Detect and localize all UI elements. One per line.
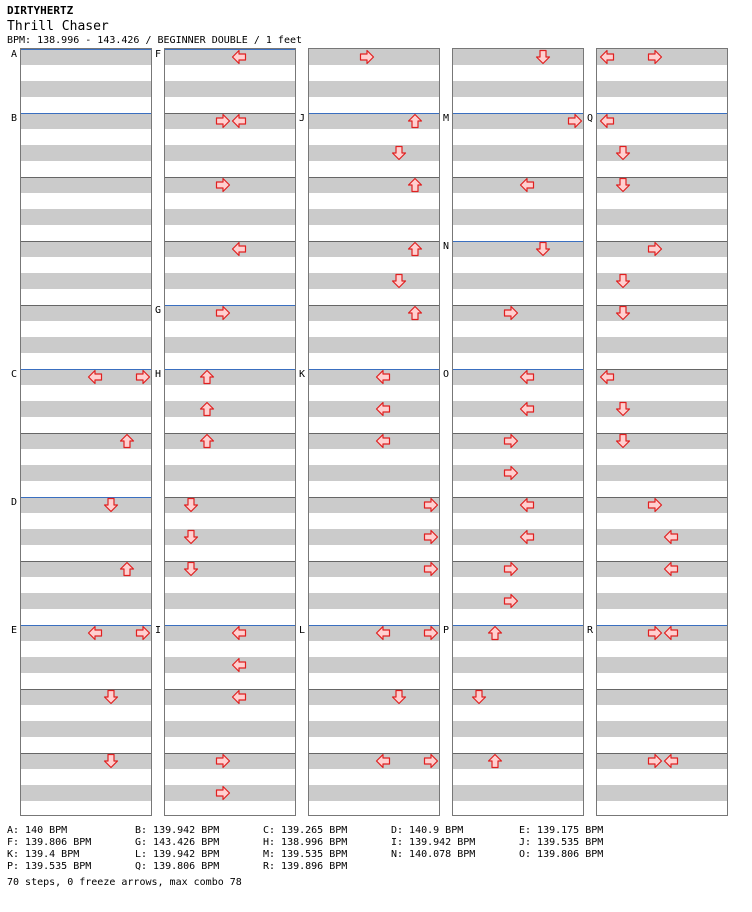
step-arrow-left-icon bbox=[375, 401, 391, 417]
beat-stripe bbox=[309, 721, 439, 737]
beat-stripe bbox=[309, 465, 439, 481]
step-arrow-left-icon bbox=[375, 625, 391, 641]
bpm-change-line bbox=[21, 49, 151, 50]
beat-stripe bbox=[21, 273, 151, 289]
section-label: D bbox=[11, 497, 18, 508]
beat-stripe bbox=[21, 593, 151, 609]
step-arrow-up-icon bbox=[487, 753, 503, 769]
step-summary: 70 steps, 0 freeze arrows, max combo 78 bbox=[7, 877, 242, 888]
beat-stripe bbox=[453, 753, 583, 769]
beat-stripe bbox=[453, 625, 583, 641]
step-arrow-right-icon bbox=[647, 241, 663, 257]
beat-stripe bbox=[309, 785, 439, 801]
beat-stripe bbox=[21, 209, 151, 225]
step-arrow-up-icon bbox=[119, 561, 135, 577]
measure-line bbox=[21, 241, 151, 242]
measure-line bbox=[309, 561, 439, 562]
beat-stripe bbox=[453, 145, 583, 161]
beat-stripe bbox=[597, 337, 727, 353]
bpm-legend-entry: N: 140.078 BPM bbox=[391, 849, 476, 860]
beat-stripe bbox=[21, 145, 151, 161]
section-label: H bbox=[155, 369, 162, 380]
step-arrow-right-icon bbox=[647, 753, 663, 769]
beat-stripe bbox=[21, 49, 151, 65]
beat-stripe bbox=[309, 81, 439, 97]
measure-line bbox=[309, 753, 439, 754]
bpm-legend-entry: R: 139.896 BPM bbox=[263, 861, 348, 872]
measure-line bbox=[309, 497, 439, 498]
step-arrow-down-icon bbox=[615, 433, 631, 449]
bpm-change-line bbox=[165, 369, 295, 370]
step-arrow-left-icon bbox=[519, 497, 535, 513]
step-arrow-down-icon bbox=[615, 273, 631, 289]
beat-stripe bbox=[165, 81, 295, 97]
beat-stripe bbox=[21, 497, 151, 513]
beat-stripe bbox=[309, 625, 439, 641]
measure-line bbox=[597, 689, 727, 690]
step-arrow-right-icon bbox=[503, 433, 519, 449]
bpm-change-line bbox=[453, 369, 583, 370]
beat-stripe bbox=[453, 337, 583, 353]
measure-line bbox=[21, 305, 151, 306]
bpm-change-line bbox=[597, 113, 727, 114]
step-arrow-right-icon bbox=[215, 113, 231, 129]
step-arrow-right-icon bbox=[135, 369, 151, 385]
beat-stripe bbox=[309, 433, 439, 449]
step-arrow-right-icon bbox=[215, 785, 231, 801]
section-label: J bbox=[299, 113, 306, 124]
measure-line bbox=[165, 433, 295, 434]
bpm-legend-entry: Q: 139.806 BPM bbox=[135, 861, 220, 872]
beat-stripe bbox=[21, 657, 151, 673]
beat-stripe bbox=[309, 529, 439, 545]
step-arrow-left-icon bbox=[519, 401, 535, 417]
section-label: K bbox=[299, 369, 306, 380]
bpm-legend-entry: P: 139.535 BPM bbox=[7, 861, 92, 872]
step-arrow-up-icon bbox=[119, 433, 135, 449]
beat-stripe bbox=[165, 657, 295, 673]
bpm-legend-entry: K: 139.4 BPM bbox=[7, 849, 80, 860]
step-arrow-down-icon bbox=[183, 561, 199, 577]
bpm-change-line bbox=[21, 113, 151, 114]
step-arrow-down-icon bbox=[391, 145, 407, 161]
chart-column bbox=[164, 48, 296, 816]
beat-stripe bbox=[453, 497, 583, 513]
step-arrow-right-icon bbox=[423, 529, 439, 545]
step-arrow-down-icon bbox=[103, 689, 119, 705]
step-arrow-left-icon bbox=[519, 177, 535, 193]
step-arrow-left-icon bbox=[599, 49, 615, 65]
beat-stripe bbox=[165, 689, 295, 705]
beat-stripe bbox=[21, 721, 151, 737]
step-arrow-up-icon bbox=[407, 177, 423, 193]
step-arrow-right-icon bbox=[135, 625, 151, 641]
beat-stripe bbox=[453, 529, 583, 545]
chart-column bbox=[20, 48, 152, 816]
step-arrow-right-icon bbox=[423, 561, 439, 577]
beat-stripe bbox=[165, 433, 295, 449]
step-arrow-left-icon bbox=[663, 625, 679, 641]
beat-stripe bbox=[453, 49, 583, 65]
step-arrow-right-icon bbox=[503, 465, 519, 481]
artist-name: DIRTYHERTZ bbox=[7, 4, 74, 17]
bpm-legend-entry: H: 138.996 BPM bbox=[263, 837, 348, 848]
measure-line bbox=[309, 433, 439, 434]
step-arrow-down-icon bbox=[103, 753, 119, 769]
beat-stripe bbox=[165, 273, 295, 289]
beat-stripe bbox=[453, 81, 583, 97]
step-arrow-left-icon bbox=[231, 689, 247, 705]
bpm-legend-entry: O: 139.806 BPM bbox=[519, 849, 604, 860]
beat-stripe bbox=[309, 657, 439, 673]
beat-stripe bbox=[21, 689, 151, 705]
beat-stripe bbox=[165, 241, 295, 257]
step-arrow-down-icon bbox=[535, 49, 551, 65]
section-label: G bbox=[155, 305, 162, 316]
beat-stripe bbox=[597, 529, 727, 545]
step-arrow-up-icon bbox=[407, 113, 423, 129]
step-arrow-up-icon bbox=[199, 433, 215, 449]
beat-stripe bbox=[165, 49, 295, 65]
beat-stripe bbox=[21, 369, 151, 385]
section-label: F bbox=[155, 49, 162, 60]
section-label: E bbox=[11, 625, 18, 636]
beat-stripe bbox=[453, 785, 583, 801]
step-arrow-right-icon bbox=[647, 497, 663, 513]
step-arrow-left-icon bbox=[599, 113, 615, 129]
beat-stripe bbox=[21, 529, 151, 545]
step-arrow-down-icon bbox=[615, 401, 631, 417]
step-arrow-left-icon bbox=[231, 657, 247, 673]
beat-stripe bbox=[309, 561, 439, 577]
beat-stripe bbox=[453, 241, 583, 257]
beat-stripe bbox=[597, 689, 727, 705]
measure-line bbox=[165, 689, 295, 690]
step-arrow-left-icon bbox=[231, 625, 247, 641]
section-label: I bbox=[155, 625, 162, 636]
measure-line bbox=[597, 561, 727, 562]
section-label: A bbox=[11, 49, 18, 60]
step-arrow-left-icon bbox=[231, 113, 247, 129]
step-arrow-right-icon bbox=[503, 593, 519, 609]
step-arrow-left-icon bbox=[663, 753, 679, 769]
bpm-legend-entry: C: 139.265 BPM bbox=[263, 825, 348, 836]
beat-stripe bbox=[597, 721, 727, 737]
section-label: Q bbox=[587, 113, 594, 124]
beat-stripe bbox=[165, 465, 295, 481]
beat-stripe bbox=[453, 657, 583, 673]
step-arrow-up-icon bbox=[487, 625, 503, 641]
beat-stripe bbox=[309, 401, 439, 417]
bpm-legend-entry: D: 140.9 BPM bbox=[391, 825, 464, 836]
beat-stripe bbox=[453, 401, 583, 417]
step-arrow-left-icon bbox=[519, 369, 535, 385]
step-arrow-left-icon bbox=[87, 369, 103, 385]
section-label: M bbox=[443, 113, 450, 124]
step-arrow-down-icon bbox=[471, 689, 487, 705]
bpm-change-line bbox=[453, 625, 583, 626]
beat-stripe bbox=[165, 593, 295, 609]
step-arrow-right-icon bbox=[215, 753, 231, 769]
step-arrow-down-icon bbox=[615, 177, 631, 193]
step-arrow-right-icon bbox=[647, 625, 663, 641]
step-arrow-down-icon bbox=[615, 145, 631, 161]
beat-stripe bbox=[453, 721, 583, 737]
step-arrow-up-icon bbox=[199, 369, 215, 385]
bpm-change-line bbox=[453, 113, 583, 114]
step-arrow-left-icon bbox=[519, 529, 535, 545]
bpm-legend-entry: B: 139.942 BPM bbox=[135, 825, 220, 836]
section-label: N bbox=[443, 241, 450, 252]
bpm-change-line bbox=[453, 241, 583, 242]
bpm-info: BPM: 138.996 - 143.426 / BEGINNER DOUBLE / 1 feet bbox=[7, 35, 303, 46]
beat-stripe bbox=[21, 753, 151, 769]
beat-stripe bbox=[21, 241, 151, 257]
step-arrow-right-icon bbox=[423, 625, 439, 641]
beat-stripe bbox=[309, 209, 439, 225]
beat-stripe bbox=[309, 369, 439, 385]
step-arrow-right-icon bbox=[503, 561, 519, 577]
bpm-change-line bbox=[165, 49, 295, 50]
beat-stripe bbox=[309, 593, 439, 609]
beat-stripe bbox=[165, 209, 295, 225]
beat-stripe bbox=[453, 177, 583, 193]
beat-stripe bbox=[165, 369, 295, 385]
measure-line bbox=[597, 369, 727, 370]
chart-column bbox=[308, 48, 440, 816]
beat-stripe bbox=[453, 209, 583, 225]
step-arrow-right-icon bbox=[423, 497, 439, 513]
step-arrow-left-icon bbox=[375, 753, 391, 769]
measure-line bbox=[453, 753, 583, 754]
beat-stripe bbox=[21, 785, 151, 801]
step-arrow-left-icon bbox=[87, 625, 103, 641]
step-arrow-left-icon bbox=[231, 241, 247, 257]
section-label: C bbox=[11, 369, 18, 380]
beat-stripe bbox=[597, 593, 727, 609]
step-arrow-right-icon bbox=[423, 753, 439, 769]
step-arrow-right-icon bbox=[647, 49, 663, 65]
bpm-change-line bbox=[21, 625, 151, 626]
bpm-legend-entry: F: 139.806 BPM bbox=[7, 837, 92, 848]
step-arrow-up-icon bbox=[199, 401, 215, 417]
chart-column bbox=[596, 48, 728, 816]
bpm-legend-entry: A: 140 BPM bbox=[7, 825, 68, 836]
bpm-legend-entry: G: 143.426 BPM bbox=[135, 837, 220, 848]
bpm-legend-entry: M: 139.535 BPM bbox=[263, 849, 348, 860]
step-arrow-down-icon bbox=[103, 497, 119, 513]
beat-stripe bbox=[309, 689, 439, 705]
step-arrow-left-icon bbox=[663, 529, 679, 545]
beat-stripe bbox=[597, 369, 727, 385]
step-arrow-right-icon bbox=[503, 305, 519, 321]
step-arrow-left-icon bbox=[231, 49, 247, 65]
bpm-change-line bbox=[21, 369, 151, 370]
measure-line bbox=[453, 177, 583, 178]
beat-stripe bbox=[21, 81, 151, 97]
beat-stripe bbox=[309, 753, 439, 769]
beat-stripe bbox=[597, 657, 727, 673]
bpm-legend-entry: E: 139.175 BPM bbox=[519, 825, 604, 836]
beat-stripe bbox=[21, 401, 151, 417]
measure-line bbox=[21, 753, 151, 754]
step-arrow-left-icon bbox=[375, 369, 391, 385]
step-arrow-up-icon bbox=[407, 241, 423, 257]
beat-stripe bbox=[309, 273, 439, 289]
beat-stripe bbox=[21, 305, 151, 321]
step-arrow-down-icon bbox=[535, 241, 551, 257]
section-label: B bbox=[11, 113, 18, 124]
bpm-legend-entry: J: 139.535 BPM bbox=[519, 837, 604, 848]
beat-stripe bbox=[165, 337, 295, 353]
bpm-change-line bbox=[309, 625, 439, 626]
beat-stripe bbox=[597, 113, 727, 129]
beat-stripe bbox=[597, 81, 727, 97]
beat-stripe bbox=[21, 113, 151, 129]
step-arrow-up-icon bbox=[407, 305, 423, 321]
section-label: R bbox=[587, 625, 594, 636]
bpm-change-line bbox=[309, 369, 439, 370]
measure-line bbox=[165, 241, 295, 242]
step-arrow-right-icon bbox=[567, 113, 583, 129]
beat-stripe bbox=[309, 497, 439, 513]
measure-line bbox=[21, 177, 151, 178]
beat-stripe bbox=[453, 369, 583, 385]
step-arrow-down-icon bbox=[183, 497, 199, 513]
step-arrow-down-icon bbox=[183, 529, 199, 545]
bpm-change-line bbox=[165, 625, 295, 626]
beat-stripe bbox=[309, 145, 439, 161]
section-label: O bbox=[443, 369, 450, 380]
beat-stripe bbox=[597, 561, 727, 577]
beat-stripe bbox=[165, 145, 295, 161]
section-label: L bbox=[299, 625, 306, 636]
beat-stripe bbox=[597, 785, 727, 801]
beat-stripe bbox=[165, 625, 295, 641]
step-arrow-right-icon bbox=[215, 305, 231, 321]
beat-stripe bbox=[453, 113, 583, 129]
bpm-change-line bbox=[21, 497, 151, 498]
step-arrow-left-icon bbox=[599, 369, 615, 385]
step-arrow-down-icon bbox=[615, 305, 631, 321]
chart-column bbox=[452, 48, 584, 816]
beat-stripe bbox=[21, 465, 151, 481]
measure-line bbox=[21, 689, 151, 690]
step-arrow-right-icon bbox=[215, 177, 231, 193]
measure-line bbox=[453, 497, 583, 498]
beat-stripe bbox=[21, 337, 151, 353]
beat-stripe bbox=[165, 401, 295, 417]
bpm-legend-entry: I: 139.942 BPM bbox=[391, 837, 476, 848]
beat-stripe bbox=[453, 273, 583, 289]
beat-stripe bbox=[309, 337, 439, 353]
step-arrow-left-icon bbox=[663, 561, 679, 577]
beat-stripe bbox=[597, 465, 727, 481]
beat-stripe bbox=[165, 721, 295, 737]
measure-line bbox=[309, 689, 439, 690]
step-arrow-down-icon bbox=[391, 689, 407, 705]
bpm-legend-entry: L: 139.942 BPM bbox=[135, 849, 220, 860]
step-arrow-right-icon bbox=[359, 49, 375, 65]
step-arrow-down-icon bbox=[391, 273, 407, 289]
song-title: Thrill Chaser bbox=[7, 19, 109, 34]
step-arrow-left-icon bbox=[375, 433, 391, 449]
section-label: P bbox=[443, 625, 450, 636]
beat-stripe bbox=[597, 209, 727, 225]
beat-stripe bbox=[21, 625, 151, 641]
beat-stripe bbox=[21, 177, 151, 193]
